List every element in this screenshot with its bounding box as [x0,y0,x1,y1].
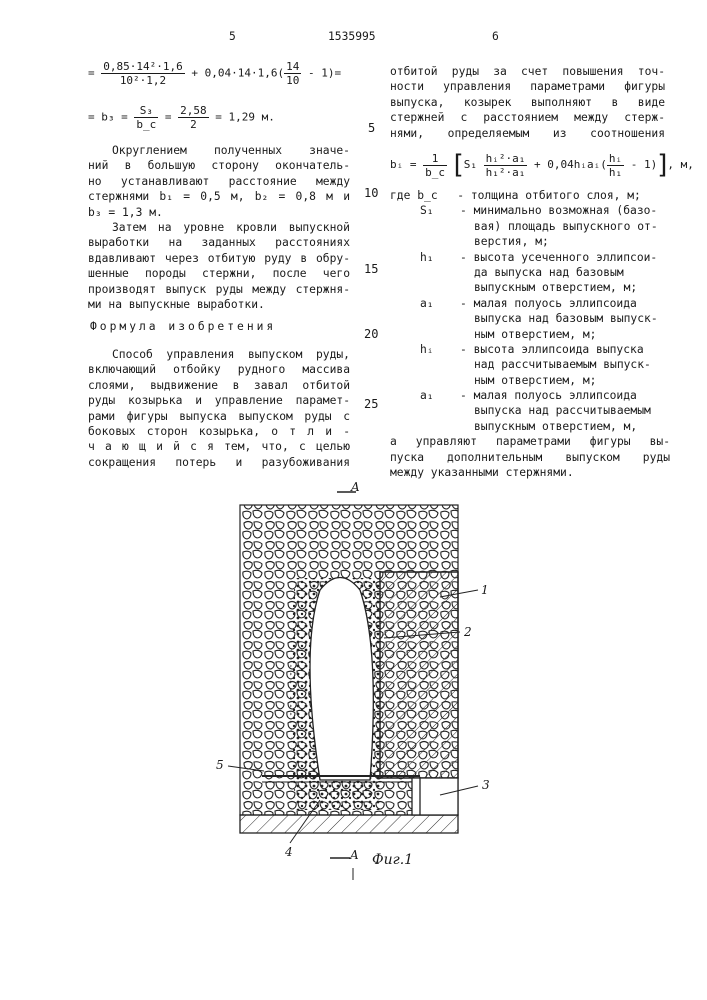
ore-massif [380,572,458,778]
definition-item: hᵢ - высота эллипсоида выпуска [420,342,644,356]
text-line: ным отверстием, м; [474,373,597,387]
calc-line-2: = b₃ = $\frac{\text{S₃}}{b\_c}$ = $\frac{2,58}{2}$ = 1,29 м. [88,104,275,131]
formula-heading: Формула изобретения [90,320,277,333]
page-number-left: 5 [229,30,236,43]
patent-number: 1535995 [328,30,376,43]
definition-item: S₁ - минимально возможная (базо- [420,204,658,218]
leader-5 [228,766,264,771]
text-line: ч а ю щ и й с я тем, что, с целью [88,440,350,454]
definition-item: a₁ - малая полуось эллипсоида [420,296,637,310]
text-line: нями, определяемым из соотношения [390,126,665,140]
definition-item: где b_c - толщина отбитого слоя, м; [390,189,641,202]
text-line: да выпуска над базовым [474,265,624,279]
definitions-list [390,188,670,480]
text-line: выпуска над рассчитываемым [474,404,651,418]
paragraph-rounding [88,143,350,220]
release-working [412,778,458,815]
text-line: над рассчитываемым выпуск- [474,358,651,372]
text-line: Затем на уровне кровли выпускной [112,221,350,234]
text-line: ми на выпускные выработки. [88,297,265,311]
text-line: руды козырька и управление парамет- [88,394,350,408]
text-line: стержнями b₁ = 0,5 м, b₂ = 0,8 м и [88,190,350,204]
line-number: 5 [368,121,376,135]
text-line: отбитой руды за счет повышения точ- [390,65,665,78]
text-line: стержней с расстоянием между стерж- [390,111,665,125]
text-line: между указанными стержнями. [390,466,574,480]
text-line: но устанавливают расстояние между [88,174,350,188]
paragraph-rods [88,220,350,312]
broken-rock-zone [240,505,458,815]
figure-label-1: 1 [481,583,489,597]
text-line: боковых сторон козырька, о т л и - [88,424,350,438]
text-line: вдавливают через отбитую руду в обру- [88,251,350,265]
text-line: выпускным отверстием, м; [474,281,638,295]
text-line: вая) площадь выпускного от- [474,219,658,233]
text-line: верстия, м; [474,235,549,249]
line-number: 15 [364,262,379,276]
text-line: ности управления параметрами фигуры [390,80,665,94]
figure-label-3: 3 [482,778,490,792]
claim-text [88,347,350,470]
release-ellipsoid [310,578,373,781]
leader-2 [384,632,460,638]
page-number-right: 6 [492,30,499,43]
broken-ore-layer [290,578,380,810]
text-line: Округлением полученных значе- [112,144,350,157]
line-number: 10 [364,186,379,200]
text-line: выпускным отверстием, м, [474,419,638,433]
text-line: пуска дополнительным выпуском руды [390,450,670,464]
definition-item: a₁ - малая полуось эллипсоида [420,389,637,403]
section-label-bottom: A [350,848,359,862]
figure-caption: Фиг.1 [372,852,414,868]
text-line: шенные породы стержни, после чего [88,267,350,281]
definition-item: h₁ - высота усеченного эллипсои- [420,250,658,264]
leader-4 [290,800,320,843]
text-line: выпуска над базовым выпуск- [474,312,658,326]
calc-line-1: = $\frac{\text{0,85·14²·1,6}}{\text{10²·1,2}}$ + 0,04·14·1,6( $\frac{14}{10}$ - 1)= [88,60,342,87]
text-line: b₃ = 1,3 м. [88,205,163,219]
text-line: а управляют параметрами фигуры вы- [390,435,670,449]
drawpoint-tunnel [240,815,458,833]
text-line: Способ управления выпуском руды, [112,348,350,361]
text-line: рами фигуры выпуска выпуском руды с [88,409,350,423]
text-line: ний в большую сторону окончатель- [88,159,350,173]
line-number: 20 [364,327,379,341]
text-line: ным отверстием, м; [474,327,597,341]
text-line: выпуска, козырек выполняют в виде [390,95,665,109]
text-line: производят выпуск руды между стержня- [88,282,350,296]
figure-drawing [228,492,478,880]
text-line: сокращения потерь и разубоживания [88,455,350,469]
figure-label-5: 5 [216,758,224,772]
leader-1 [440,590,478,597]
figure-label-2: 2 [464,625,472,639]
text-line: слоями, выдвижение в завал отбитой [88,378,350,392]
section-label-top: A [351,480,360,494]
figure-label-4: 4 [285,845,293,859]
main-formula: bᵢ = $\frac{1}{b\_c}$ [S₁ $\frac{\text{hᵢ²·a₁}}{\text{h₁²·a₁}}$ + 0,04hᵢaᵢ( $\frac{\text{hᵢ}}{\text{h₁}}$ - 1)], м, [390,150,694,180]
right-intro [390,64,665,141]
text-line: включающий отбойку рудного массива [88,363,350,377]
line-number: 25 [364,397,379,411]
text-line: выработки на заданных расстояниях [88,236,350,250]
leader-3 [440,786,478,795]
